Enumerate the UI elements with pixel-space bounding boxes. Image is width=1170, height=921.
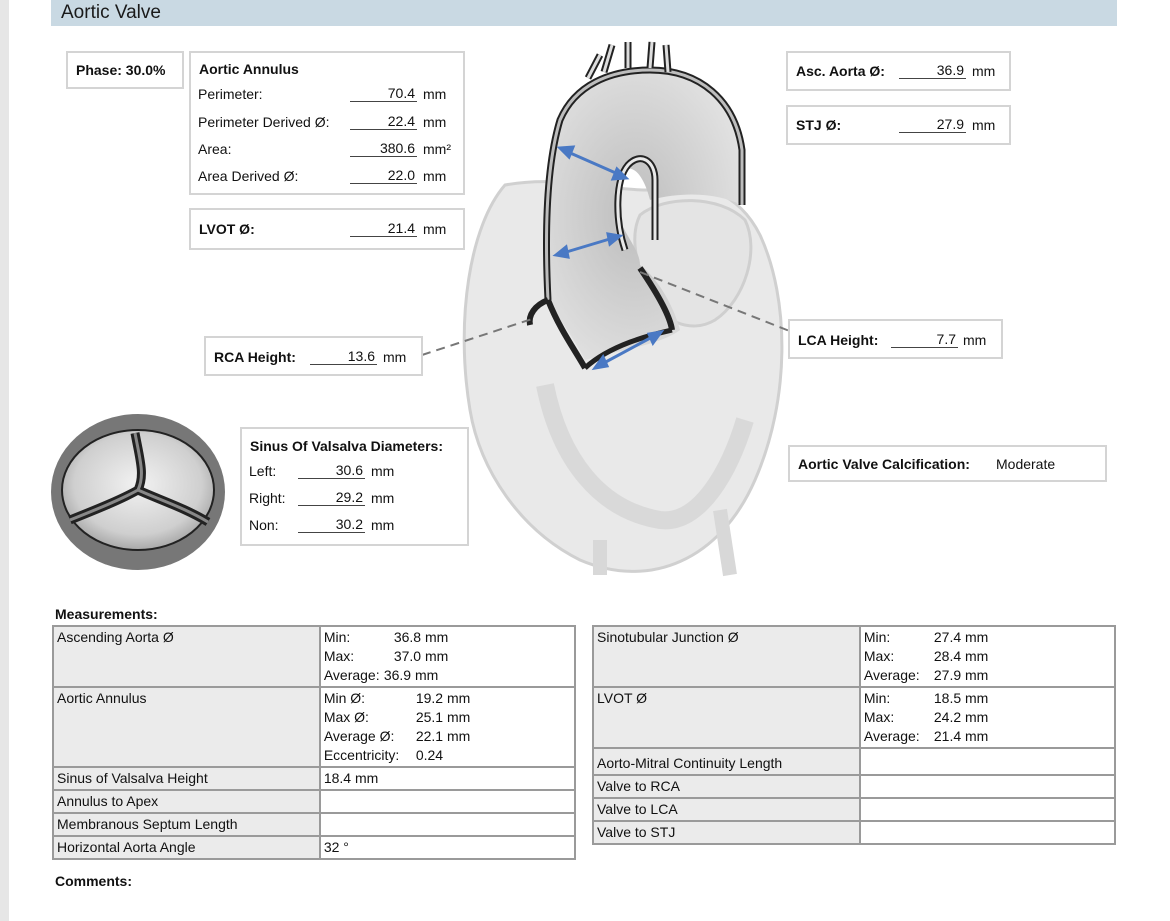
sinus-left-label: Left: [249,463,277,479]
value: 28.4 mm [933,648,989,664]
value-key: Max: [863,648,895,664]
stj-unit: mm [972,117,996,133]
value: 36.9 mm [383,667,439,683]
value: 24.2 mm [933,709,989,725]
annulus-box [189,51,465,195]
annulus-area-label: Area: [198,141,232,157]
calcification-box [788,445,1107,482]
annulus-area-diam-label: Area Derived Ø: [198,168,299,184]
row-label: Sinus of Valsalva Height [53,767,320,790]
asc-aorta-label: Asc. Aorta Ø: [796,63,885,79]
row-values [860,626,1115,687]
table-row [53,813,575,836]
value-key: Average: [863,728,920,744]
annulus-perimeter-diam-value: 22.4 [350,113,417,130]
lca-height-box [788,319,1003,359]
value-key: Eccentricity: [323,747,400,763]
table-row [593,626,1115,687]
annulus-perimeter-unit: mm [423,86,447,102]
sinus-right-unit: mm [371,490,395,506]
row-label: Valve to RCA [593,775,860,798]
annulus-area-unit: mm² [423,141,451,157]
calcification-value: Moderate [996,456,1056,472]
row-label: Valve to STJ [593,821,860,844]
value: 27.4 mm [933,629,989,645]
table-row [53,836,575,859]
row-value [860,821,1115,844]
value: 37.0 mm [393,648,449,664]
sinus-non-value: 30.2 [298,516,365,533]
sinus-right-value: 29.2 [298,489,365,506]
table-row [593,687,1115,748]
sinus-left-value: 30.6 [298,462,365,479]
annulus-perimeter-label: Perimeter: [198,86,263,102]
phase-label: Phase: 30.0% [76,62,166,78]
row-value [320,790,575,813]
rca-height-box [204,336,423,376]
value: 22.1 mm [415,728,471,744]
sinus-box [240,427,469,546]
measurements-table-left [52,625,576,860]
value: 25.1 mm [415,709,471,725]
lca-height-label: LCA Height: [798,332,879,348]
value: 21.4 mm [933,728,989,744]
stj-label: STJ Ø: [796,117,842,133]
value-key: Average: [323,667,380,683]
stj-value: 27.9 [899,116,966,133]
value-key: Average Ø: [323,728,395,744]
rca-height-unit: mm [383,349,407,365]
page-title: Aortic Valve [61,2,161,23]
row-label: Annulus to Apex [53,790,320,813]
calcification-label: Aortic Valve Calcification: [798,456,970,472]
row-value [320,813,575,836]
row-value: 32 ° [320,836,575,859]
row-values [320,626,575,687]
table-row [593,748,1115,775]
row-label: Sinotubular Junction Ø [593,626,860,687]
value-key: Max: [323,648,355,664]
value: 19.2 mm [415,690,471,706]
annulus-heading: Aortic Annulus [199,61,299,77]
row-label: Ascending Aorta Ø [53,626,320,687]
table-row [593,798,1115,821]
row-label: Valve to LCA [593,798,860,821]
asc-aorta-box [786,51,1011,91]
stj-box [786,105,1011,145]
measurements-table-right [592,625,1116,845]
phase-box [66,51,184,89]
table-row [53,767,575,790]
annulus-perimeter-diam-unit: mm [423,114,447,130]
table-row [593,775,1115,798]
sinus-non-unit: mm [371,517,395,533]
value: 0.24 [415,747,444,763]
measurements-heading: Measurements: [55,606,158,622]
row-label: Aorto-Mitral Continuity Length [593,748,860,775]
value-key: Max: [863,709,895,725]
table-row [53,626,575,687]
lca-height-value: 7.7 [891,331,958,348]
annulus-area-value: 380.6 [350,140,417,157]
comments-label: Comments: [55,873,133,889]
value-key: Average: [863,667,920,683]
value: 18.5 mm [933,690,989,706]
lvot-unit: mm [423,221,447,237]
sinus-non-label: Non: [249,517,279,533]
row-value [860,798,1115,821]
row-value [860,775,1115,798]
lvot-label: LVOT Ø: [199,221,255,237]
table-row [53,687,575,767]
lvot-value: 21.4 [350,220,417,237]
value-key: Min: [323,629,351,645]
annulus-area-diam-value: 22.0 [350,167,417,184]
row-values [860,687,1115,748]
value-key: Min Ø: [323,690,366,706]
rca-height-label: RCA Height: [214,349,296,365]
sinus-right-label: Right: [249,490,286,506]
annulus-perimeter-diam-label: Perimeter Derived Ø: [198,114,330,130]
value: 36.8 mm [393,629,449,645]
sinus-left-unit: mm [371,463,395,479]
lca-height-unit: mm [963,332,987,348]
value-key: Min: [863,690,891,706]
asc-aorta-value: 36.9 [899,62,966,79]
row-value [860,748,1115,775]
annulus-area-diam-unit: mm [423,168,447,184]
value-key: Max Ø: [323,709,369,725]
row-label: Membranous Septum Length [53,813,320,836]
row-values [320,687,575,767]
table-row [593,821,1115,844]
table-row [53,790,575,813]
value-key: Min: [863,629,891,645]
row-label: Horizontal Aorta Angle [53,836,320,859]
row-value: 18.4 mm [320,767,575,790]
sinus-heading: Sinus Of Valsalva Diameters: [250,438,443,454]
asc-aorta-unit: mm [972,63,996,79]
rca-height-value: 13.6 [310,348,377,365]
annulus-perimeter-value: 70.4 [350,85,417,102]
value: 27.9 mm [933,667,989,683]
row-label: LVOT Ø [593,687,860,748]
lvot-box [189,208,465,250]
tricuspid-valve-icon [51,414,225,570]
row-label: Aortic Annulus [53,687,320,767]
